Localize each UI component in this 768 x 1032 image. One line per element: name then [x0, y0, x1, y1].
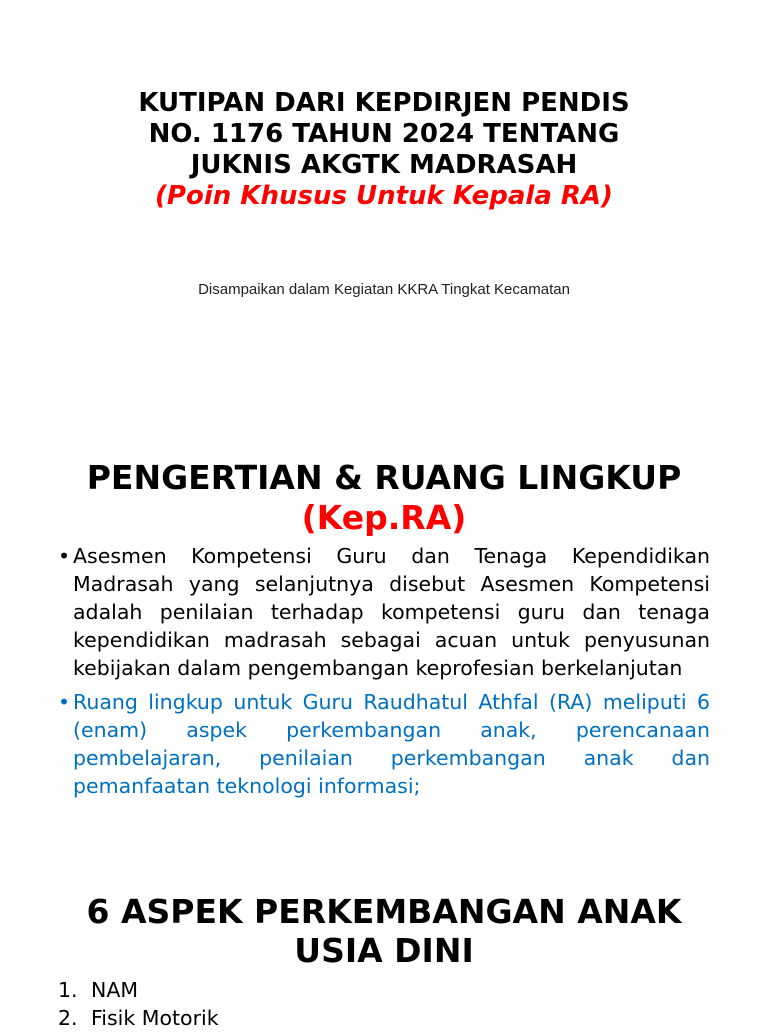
list-item	[58, 976, 219, 1004]
title-line: USIA DINI	[294, 931, 474, 970]
title-line: PENGERTIAN & RUANG LINGKUP	[86, 458, 682, 497]
bullet-text: Ruang lingkup untuk Guru Raudhatul Athfal (RA) meliputi 6 (enam) aspek perkembangan anak, perencanaan pembelajaran, penilaian perkembangan anak dan pemanfaatan teknologi informasi	[73, 690, 710, 798]
list-text: NAM	[91, 978, 139, 1002]
bullet-suffix: ;	[413, 774, 421, 798]
slide3-title	[0, 892, 768, 970]
bullet-item	[58, 688, 710, 800]
bullet-icon: •	[58, 690, 71, 714]
bullet-item	[58, 542, 710, 682]
list-item	[58, 1004, 219, 1032]
title-line: JUKNIS AKGTK MADRASAH	[190, 150, 578, 180]
slide2-title	[0, 458, 768, 538]
slide1-title	[0, 88, 768, 212]
title-highlight: (Kep.RA)	[301, 498, 467, 537]
title-highlight: (Poin Khusus Untuk Kepala RA)	[155, 181, 613, 211]
slide1-subtitle: Disampaikan dalam Kegiatan KKRA Tingkat Kecamatan	[198, 281, 570, 298]
list-number: 2.	[58, 1006, 78, 1030]
title-line: 6 ASPEK PERKEMBANGAN ANAK	[86, 892, 682, 931]
bullet-text: Asesmen Kompetensi Guru dan Tenaga Kependidikan Madrasah yang selanjutnya disebut Asesmen Kompetensi adalah penilaian terhadap kompetensi guru dan tenaga kependidikan madrasah sebagai acuan untuk penyusunan kebijakan dalam pengembangan keprofesian berkelanjutan	[73, 544, 710, 680]
title-line: KUTIPAN DARI KEPDIRJEN PENDIS	[138, 88, 630, 118]
bullet-list	[58, 542, 710, 806]
list-number: 1.	[58, 978, 78, 1002]
title-line: NO. 1176 TAHUN 2024 TENTANG	[148, 119, 620, 149]
bullet-icon: •	[58, 544, 71, 568]
list-text: Fisik Motorik	[91, 1006, 219, 1030]
